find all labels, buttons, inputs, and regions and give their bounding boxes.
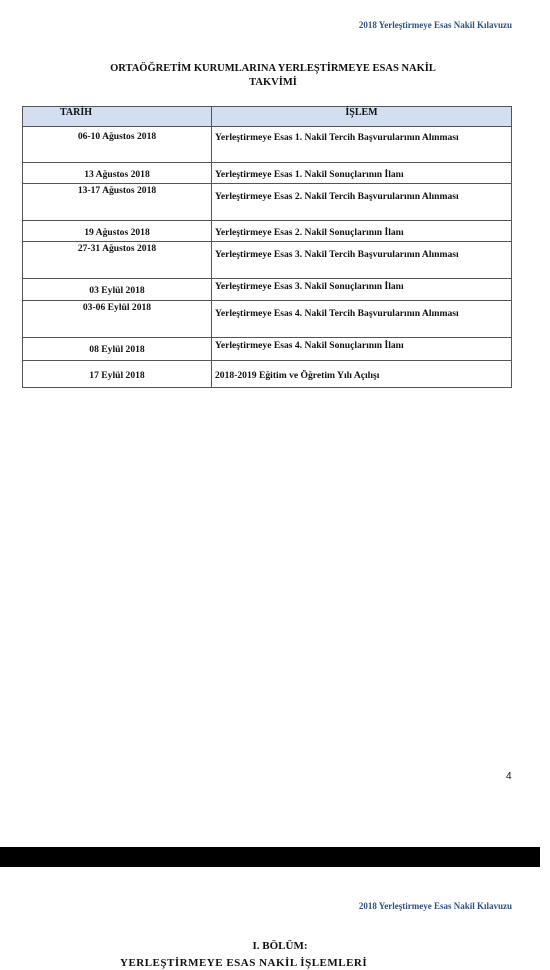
table-cell-action: Yerleştirmeye Esas 4. Nakil Tercih Başvurularının Alınması xyxy=(212,301,512,338)
document-title-line-1: ORTAÖĞRETİM KURUMLARINA YERLEŞTİRMEYE ESAS NAKİL xyxy=(110,63,436,74)
table-cell-date: 19 Ağustos 2018 xyxy=(23,221,212,242)
column-header-action: İŞLEM xyxy=(212,107,512,127)
table-cell-date: 03-06 Eylül 2018 xyxy=(23,301,212,338)
page-header: 2018 Yerleştirmeye Esas Nakil Kılavuzu xyxy=(358,20,512,30)
table-cell-action: Yerleştirmeye Esas 1. Nakil Tercih Başvurularının Alınması xyxy=(212,127,512,163)
table-cell-date: 08 Eylül 2018 xyxy=(23,338,212,361)
table-row xyxy=(23,338,512,361)
table-cell-date: 06-10 Ağustos 2018 xyxy=(23,127,212,163)
table-row xyxy=(23,301,512,338)
table-cell-action: Yerleştirmeye Esas 2. Nakil Sonuçlarının İlanı xyxy=(212,221,512,242)
page-separator xyxy=(0,847,540,867)
section-title: I. BÖLÜM: xyxy=(252,940,308,952)
table-cell-date: 17 Eylül 2018 xyxy=(23,361,212,388)
table-row xyxy=(23,184,512,221)
table-cell-date: 13-17 Ağustos 2018 xyxy=(23,184,212,221)
table-row xyxy=(23,361,512,388)
table-cell-date: 27-31 Ağustos 2018 xyxy=(23,242,212,279)
column-header-date: TARİH xyxy=(23,107,212,127)
page-number: 4 xyxy=(506,771,512,782)
table-cell-action: Yerleştirmeye Esas 1. Nakil Sonuçlarının İlanı xyxy=(212,163,512,184)
table-cell-action: Yerleştirmeye Esas 3. Nakil Sonuçlarının İlanı xyxy=(212,279,512,301)
table-row xyxy=(23,221,512,242)
document-title xyxy=(0,62,540,90)
table-row xyxy=(23,279,512,301)
table-cell-action: Yerleştirmeye Esas 3. Nakil Tercih Başvurularının Alınması xyxy=(212,242,512,279)
table-cell-action: 2018-2019 Eğitim ve Öğretim Yılı Açılışı xyxy=(212,361,512,388)
section-subtitle-cut: YERLEŞTİRMEYE ESAS NAKİL İŞLEMLERİ xyxy=(120,957,368,969)
schedule-table xyxy=(22,106,512,388)
table-cell-action: Yerleştirmeye Esas 2. Nakil Tercih Başvurularının Alınması xyxy=(212,184,512,221)
table-row xyxy=(23,127,512,163)
table-cell-date: 13 Ağustos 2018 xyxy=(23,163,212,184)
next-page-header: 2018 Yerleştirmeye Esas Nakil Kılavuzu xyxy=(358,901,512,911)
table-cell-action: Yerleştirmeye Esas 4. Nakil Sonuçlarının İlanı xyxy=(212,338,512,361)
table-header-row xyxy=(23,107,512,127)
table-row xyxy=(23,242,512,279)
table-cell-date: 03 Eylül 2018 xyxy=(23,279,212,301)
document-title-line-2: TAKVİMİ xyxy=(249,77,297,88)
table-row xyxy=(23,163,512,184)
